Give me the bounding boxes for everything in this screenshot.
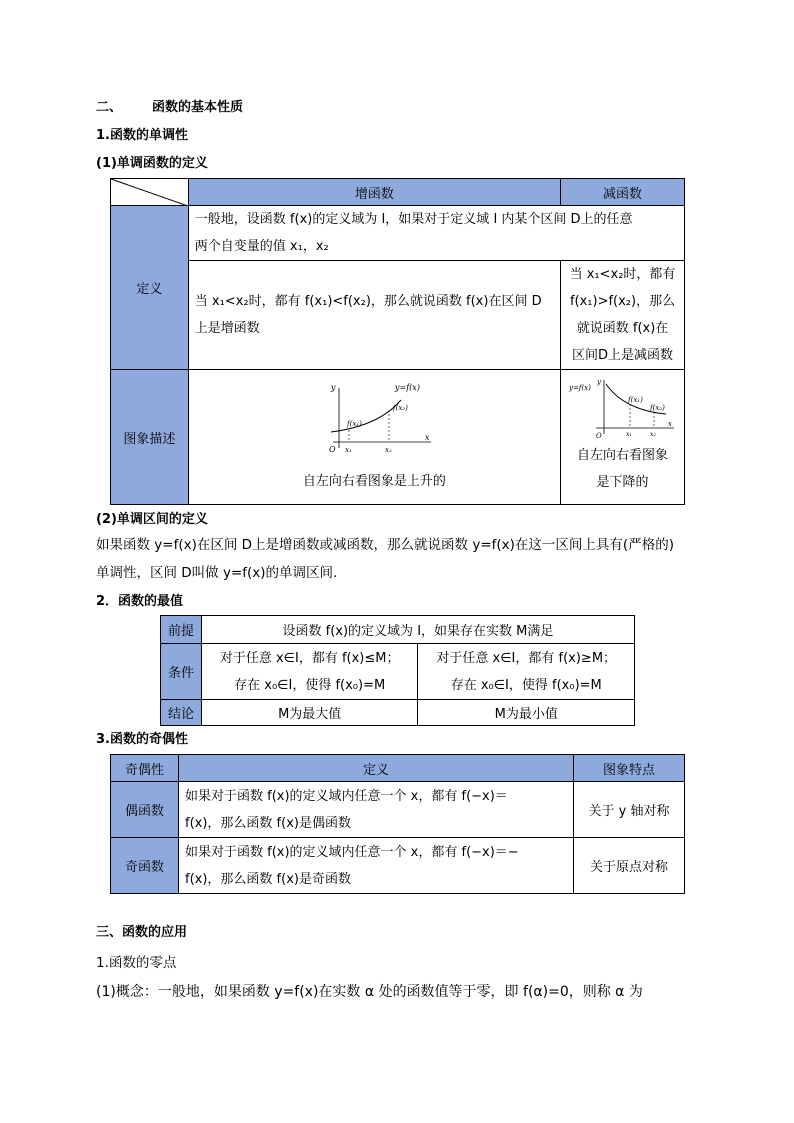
monotonicity-table xyxy=(110,178,685,505)
max-cond-line1: 对于任意 x∈I，都有 f(x)≤M； xyxy=(219,650,400,666)
interval-paragraph-line2: 单调性，区间 D叫做 y=f(x)的单调区间. xyxy=(96,565,338,581)
dec-graph-y: y xyxy=(596,378,601,386)
dec-graph-f1: f(x₁) xyxy=(627,396,643,404)
max-cond-line2: 存在 x₀∈I，使得 f(x₀)=M xyxy=(234,677,386,693)
max-conclusion: M为最大值 xyxy=(201,700,418,726)
even-def-line1: 如果对于函数 f(x)的定义域内任意一个 x，都有 f(−x)＝ xyxy=(185,788,508,804)
increasing-graph-cell xyxy=(188,370,560,505)
decreasing-definition xyxy=(561,261,685,370)
parity-table xyxy=(110,754,685,894)
inc-graph-y: y xyxy=(331,383,336,392)
inc-graph-x: x xyxy=(425,433,430,442)
odd-def-line1: 如果对于函数 f(x)的定义域内任意一个 x，都有 f(−x)＝− xyxy=(185,844,519,860)
dec-def-line4: 区间D上是减函数 xyxy=(572,348,674,363)
header-graph-feature: 图象特点 xyxy=(574,755,685,782)
inc-graph-curve-label: y=f(x) xyxy=(395,383,421,392)
odd-definition xyxy=(179,838,574,894)
min-condition xyxy=(418,644,635,700)
dec-graph-curve-label: y=f(x) xyxy=(568,384,591,392)
min-conclusion: M为最小值 xyxy=(418,700,635,726)
section-title: 函数的基本性质 xyxy=(152,100,244,115)
dec-graph-f2: f(x₂) xyxy=(649,404,665,412)
label-premise: 前提 xyxy=(161,616,202,644)
increasing-definition xyxy=(188,261,560,370)
max-condition xyxy=(201,644,418,700)
inc-graph-f2: f(x₂) xyxy=(393,404,409,412)
header-increasing: 增函数 xyxy=(188,179,560,206)
extrema-table xyxy=(160,615,635,726)
heading-parity: 3.函数的奇偶性 xyxy=(96,732,188,747)
odd-function-label: 奇函数 xyxy=(111,838,179,894)
dec-def-line3: 就说函数 f(x)在 xyxy=(576,321,669,336)
decreasing-graph-cell xyxy=(561,370,685,505)
inc-def-line2: 上是增函数 xyxy=(194,321,260,336)
decreasing-caption xyxy=(561,442,684,496)
zero-concept-line: (1)概念：一般地，如果函数 y=f(x)在实数 α 处的函数值等于零，即 f(α)=0，则称 α 为 xyxy=(96,984,643,1000)
row-label-graph: 图象描述 xyxy=(111,370,189,505)
dec-graph-x2: x₂ xyxy=(649,431,656,438)
inc-graph-x2: x₂ xyxy=(385,446,393,454)
odd-def-line2: f(x)，那么函数 f(x)是奇函数 xyxy=(185,871,351,887)
dec-graph-origin: O xyxy=(595,432,602,440)
dec-caption-line2: 是下降的 xyxy=(596,475,649,490)
definition-common xyxy=(188,206,684,261)
even-function-label: 偶函数 xyxy=(111,782,179,838)
increasing-caption: 自左向右看图象是上升的 xyxy=(302,474,446,489)
definition-common-line1: 一般地，设函数 f(x)的定义域为 I，如果对于定义域 I 内某个区间 D上的任意 xyxy=(194,212,633,227)
decreasing-graph xyxy=(568,374,678,440)
dec-graph-x: x xyxy=(667,420,672,428)
section-number: 二、 xyxy=(96,100,123,115)
heading-extrema: 2．函数的最值 xyxy=(96,594,184,609)
row-label-definition: 定义 xyxy=(111,206,189,370)
dec-graph-x1: x₁ xyxy=(625,431,632,438)
inc-graph-x1: x₁ xyxy=(345,446,353,454)
heading-monotonicity: 1.函数的单调性 xyxy=(96,128,188,143)
odd-graph-feature: 关于原点对称 xyxy=(574,838,685,894)
diagonal-header-cell xyxy=(111,179,189,206)
section3-title: 三、函数的应用 xyxy=(96,925,188,940)
heading-monotone-def: (1)单调函数的定义 xyxy=(96,156,208,171)
dec-def-line1: 当 x₁<x₂时，都有 xyxy=(569,267,676,282)
dec-def-line2: f(x₁)>f(x₂)，那么 xyxy=(569,294,676,309)
inc-graph-f1: f(x₁) xyxy=(347,420,363,428)
label-conclusion: 结论 xyxy=(161,700,202,726)
label-condition: 条件 xyxy=(161,644,202,700)
heading-monotone-interval: (2)单调区间的定义 xyxy=(96,512,208,527)
definition-common-line2: 两个自变量的值 x₁，x₂ xyxy=(194,239,329,254)
even-def-line2: f(x)，那么函数 f(x)是偶函数 xyxy=(185,815,351,831)
even-graph-feature: 关于 y 轴对称 xyxy=(574,782,685,838)
min-cond-line1: 对于任意 x∈I，都有 f(x)≥M； xyxy=(436,650,617,666)
even-definition xyxy=(179,782,574,838)
heading-zeros: 1.函数的零点 xyxy=(96,955,177,971)
header-parity: 奇偶性 xyxy=(111,755,179,782)
premise-text: 设函数 f(x)的定义域为 I，如果存在实数 M满足 xyxy=(201,616,634,644)
dec-caption-line1: 自左向右看图象 xyxy=(577,448,669,463)
header-definition: 定义 xyxy=(179,755,574,782)
diagonal-line xyxy=(111,179,188,206)
interval-paragraph-line1: 如果函数 y=f(x)在区间 D上是增函数或减函数，那么就说函数 y=f(x)在这一区间上具有(严格的) xyxy=(96,537,674,553)
inc-def-line1: 当 x₁<x₂时，都有 f(x₁)<f(x₂)，那么就说函数 f(x)在区间 D xyxy=(194,294,542,309)
header-decreasing: 减函数 xyxy=(561,179,685,206)
inc-graph-origin: O xyxy=(329,445,336,454)
min-cond-line2: 存在 x₀∈I，使得 f(x₀)=M xyxy=(450,677,602,693)
increasing-graph xyxy=(309,376,439,456)
